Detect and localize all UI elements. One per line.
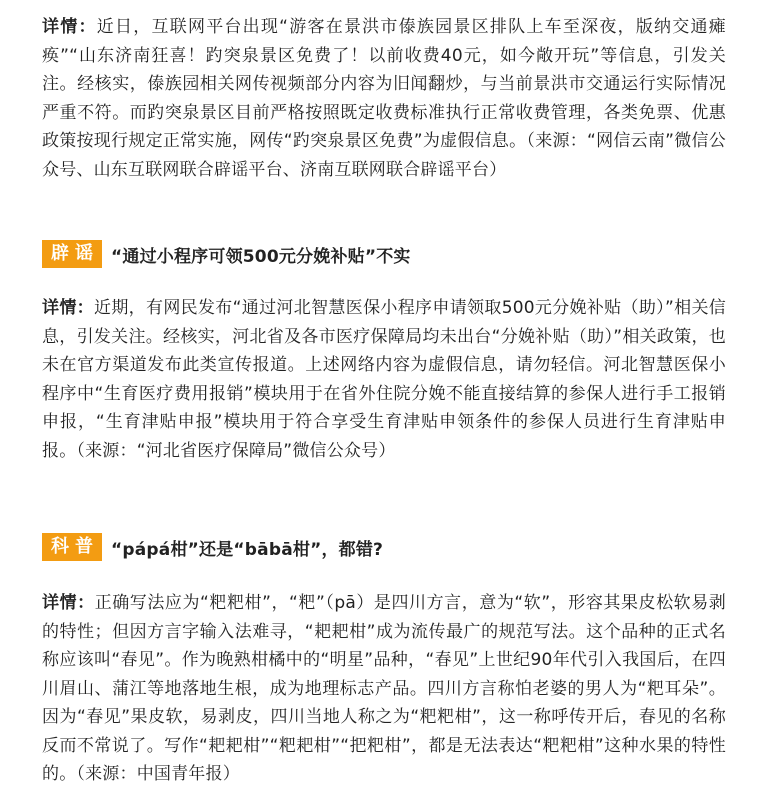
item-3-detail-label: 详情： — [42, 593, 95, 613]
item-3-headline: “pápá柑”还是“bābā柑”，都错? — [111, 539, 384, 560]
item-3-detail — [42, 589, 726, 789]
item-2-headline: “通过小程序可领500元分娩补贴”不实 — [111, 246, 411, 267]
item-2-detail-label: 详情： — [42, 298, 94, 318]
item-3-header — [42, 533, 383, 561]
item-2-detail-text: 近期，有网民发布“通过河北智慧医保小程序申请领取500元分娩补贴（助）”相关信息，引发关注。经核实，河北省及各市医疗保障局均未出台“分娩补贴（助）”相关政策，也未在官方渠道发布此类宣传报道。上述网络内容为虚假信息，请勿轻信。河北智慧医保小程序中“生育医疗费用报销”模块用于在省外住院分娩不能直接结算的参保人进行手工报销申报，“生育津贴申报”模块用于符合享受生育津贴申领条件的参保人员进行生育津贴申报。（来源：“河北省医疗保障局”微信公众号） — [42, 298, 726, 461]
item-3-detail-text: 正确写法应为“粑粑柑”，“粑”（pā）是四川方言，意为“软”，形容其果皮松软易剥的特性；但因方言字输入法难寻，“耙耙柑”成为流传最广的规范写法。这个品种的正式名称应该叫“春见”。作为晚熟柑橘中的“明星”品种，“春见”上世纪90年代引入我国后，在四川眉山、蒲江等地落地生根，成为地理标志产品。四川方言称怕老婆的男人为“粑耳朵”。因为“春见”果皮软，易剥皮，四川当地人称之为“粑粑柑”，这一称呼传开后，春见的名称反而不常说了。写作“耙耙柑”“粑耙柑”“把粑柑”，都是无法表达“粑粑柑”这种水果的特性的。（来源：中国青年报） — [42, 593, 726, 784]
item-1-detail-text: 近日，互联网平台出现“游客在景洪市傣族园景区排队上车至深夜，版纳交通瘫痪”“山东济南狂喜！趵突泉景区免费了！以前收费40元，如今敞开玩”等信息，引发关注。经核实，傣族园相关网传视频部分内容为旧闻翻炒，与当前景洪市交通运行实际情况严重不符。而趵突泉景区目前严格按照既定收费标准执行正常收费管理，各类免票、优惠政策按现行规定正常实施，网传“趵突泉景区免费”为虚假信息。（来源：“网信云南”微信公众号、山东互联网联合辟谣平台、济南互联网联合辟谣平台） — [42, 17, 726, 180]
rumor-debunk-badge: 辟谣 — [42, 240, 102, 268]
item-2-header — [42, 240, 411, 268]
science-badge: 科普 — [42, 533, 102, 561]
item-1-detail-label: 详情： — [42, 17, 97, 37]
item-1-detail — [42, 13, 726, 184]
item-2-detail — [42, 294, 726, 465]
